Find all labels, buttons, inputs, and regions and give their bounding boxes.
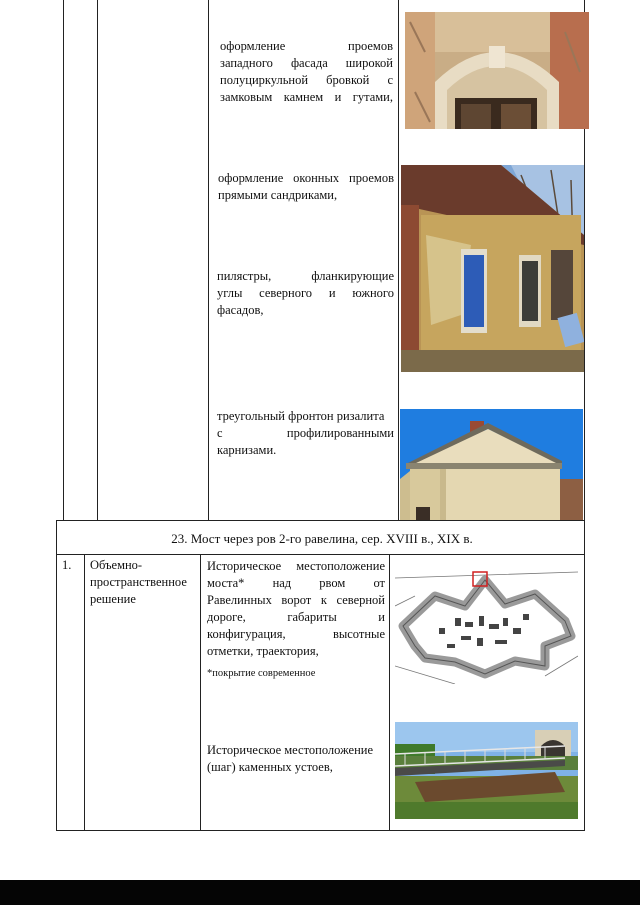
row4-line1: треугольный фронтон ризалита xyxy=(217,409,385,423)
section-title: 23. Мост через ров 2-го равелина, сер. XVIII в., XIX в. xyxy=(171,531,473,546)
row3-line2: углы северного и южного xyxy=(217,286,394,300)
row3-description xyxy=(217,268,394,319)
table-row-separator xyxy=(56,520,585,521)
piers-description xyxy=(207,742,385,776)
desc-line6: отметки, траектория, xyxy=(207,644,319,658)
bridge-description xyxy=(207,558,385,660)
row2-line2: прямыми сандриками, xyxy=(218,188,338,202)
row1-line1: оформление проемов xyxy=(220,39,393,53)
table-bottom-border xyxy=(56,830,585,831)
desc-line1: Историческое местоположение xyxy=(207,559,385,573)
category-line3: решение xyxy=(90,592,136,606)
row4-line3: карнизами. xyxy=(217,443,277,457)
bridge-photo xyxy=(395,722,578,819)
table-col1-border xyxy=(97,0,98,520)
section-title-bottom xyxy=(56,554,585,555)
row1-line4: замковым камнем и гутами, xyxy=(220,90,393,104)
portal-arch-photo xyxy=(405,12,589,129)
row3-line3: фасадов, xyxy=(217,303,264,317)
row1-line2: западного фасада широкой xyxy=(220,56,393,70)
table-col2-border xyxy=(208,0,209,520)
row1-line3: полуциркульной бровкой с xyxy=(220,73,393,87)
table-left-border xyxy=(63,0,64,520)
piers-line1: Историческое местоположение xyxy=(207,743,374,757)
desc-line4: дороге, габариты и xyxy=(207,610,385,624)
row4-description xyxy=(217,408,394,459)
desc-line3: Равелинных ворот к северной xyxy=(207,593,385,607)
category-cell xyxy=(90,557,198,608)
lower-col3-border xyxy=(389,554,390,831)
piers-line2: (шаг) каменных устоев, xyxy=(207,760,333,774)
row4-line2: с профилированными xyxy=(217,426,394,440)
footnote: *покрытие современное xyxy=(207,668,316,679)
category-line1: Объемно- xyxy=(90,558,143,572)
row-number: 1. xyxy=(62,558,72,572)
ruined-facade-photo xyxy=(401,165,584,372)
row3-line1: пилястры, фланкирующие xyxy=(217,269,394,283)
fortress-plan-map xyxy=(395,566,578,684)
row2-line1: оформление оконных проемов xyxy=(218,171,394,185)
lower-col1-border xyxy=(84,554,85,831)
lower-col2-border xyxy=(200,554,201,831)
row2-description xyxy=(218,170,394,204)
row1-description xyxy=(220,38,393,106)
table-col3-border xyxy=(398,0,399,520)
section-left-border xyxy=(56,520,57,831)
category-line2: пространственное xyxy=(90,575,187,589)
desc-line5: конфигурация, высотные xyxy=(207,627,385,641)
pediment-photo xyxy=(400,409,583,520)
scan-footer-bar xyxy=(0,880,640,905)
desc-line2: моста* над рвом от xyxy=(207,576,385,590)
